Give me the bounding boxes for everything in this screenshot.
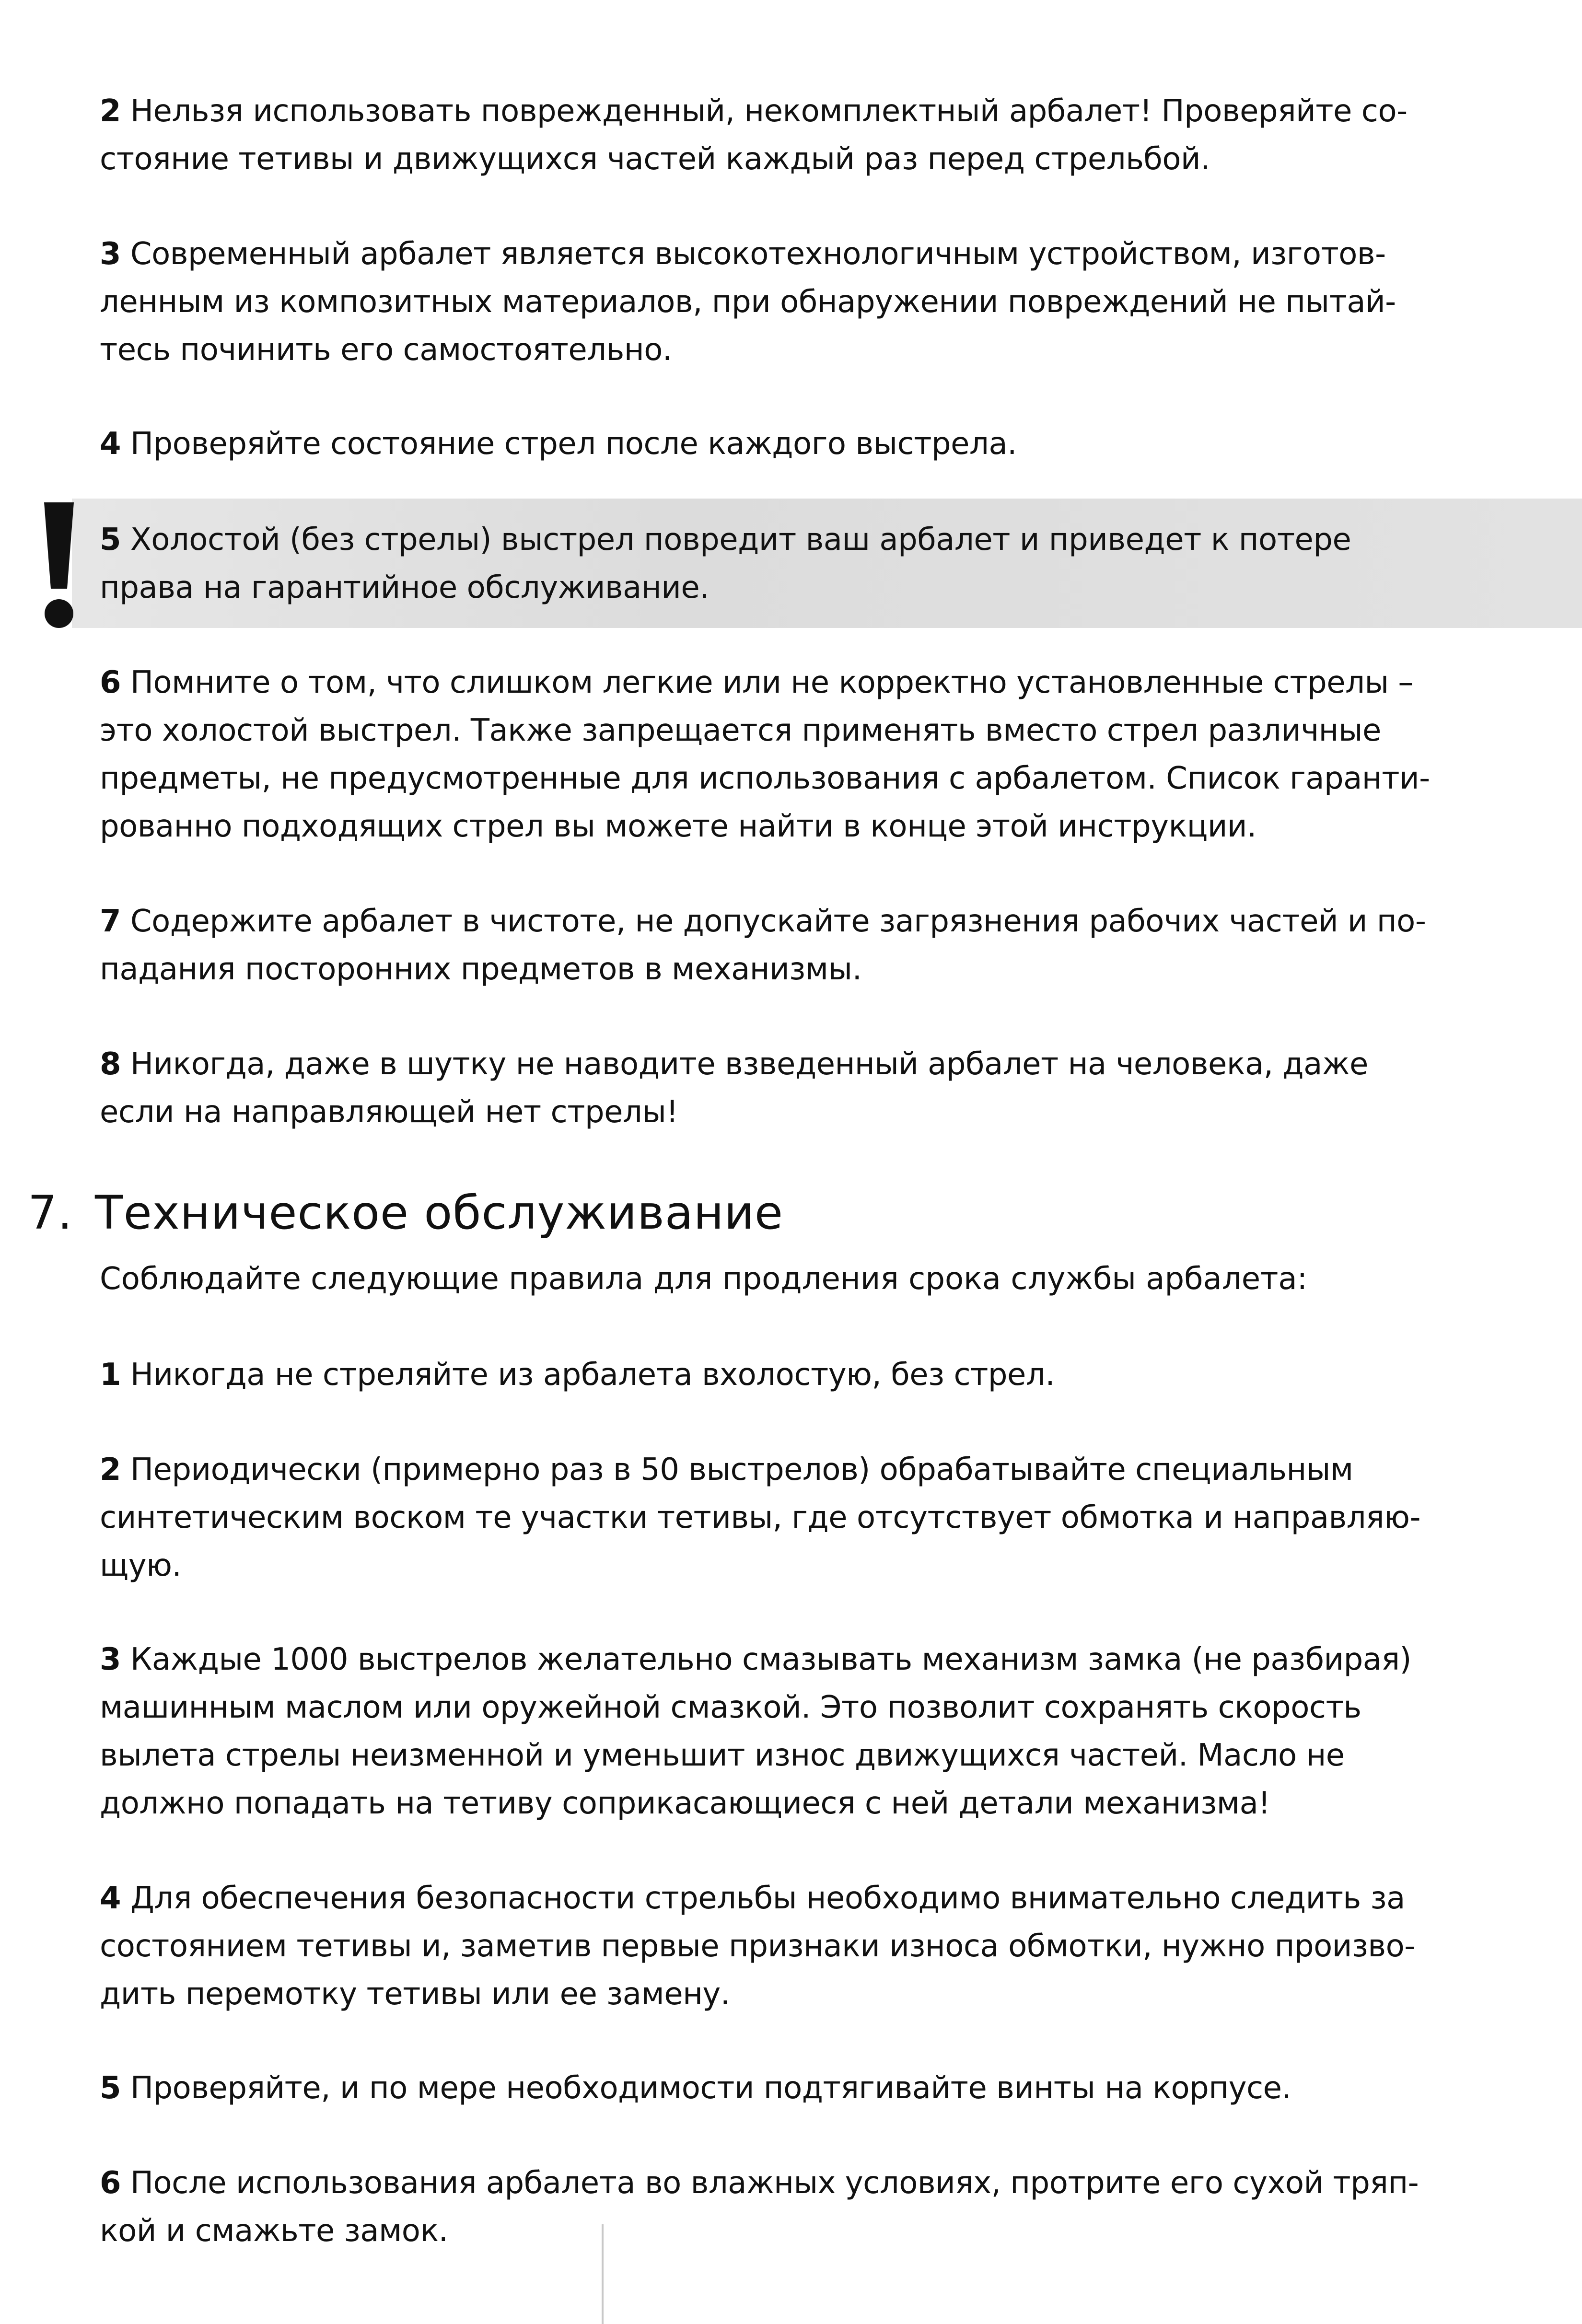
item-number: 8 <box>100 1046 121 1082</box>
item-text: Содержите арбалет в чистоте, не допускайте загрязнения рабочих частей и по- падания посторонних предметов в механизмы. <box>100 904 1426 987</box>
item-number: 5 <box>100 2070 121 2106</box>
safety-item <box>100 1040 1528 1136</box>
paper-fold-line <box>602 2224 604 2324</box>
safety-item <box>100 230 1528 374</box>
item-number: 6 <box>100 665 121 700</box>
item-number: 4 <box>100 426 121 462</box>
item-number: 5 <box>100 522 121 558</box>
item-text: Каждые 1000 выстрелов желательно смазывать механизм замка (не разбирая) машинным маслом или оружейной смазкой. Это позволит сохранять скорость вылета стрелы неизменной и уменьшит износ движущихся частей. Масло не должно попадать на тетиву соприкасающиеся с ней детали механизма! <box>100 1642 1411 1821</box>
exclamation-icon <box>37 500 81 629</box>
maintenance-item <box>100 2064 1528 2112</box>
maintenance-item <box>100 1874 1528 2018</box>
item-text: Никогда не стреляйте из арбалета вхолостую, без стрел. <box>130 1357 1055 1393</box>
maintenance-item <box>100 1636 1528 1827</box>
safety-item <box>100 87 1528 183</box>
section-heading <box>28 1184 783 1242</box>
section-number: 7. <box>28 1186 73 1240</box>
maintenance-item <box>100 1351 1528 1399</box>
section-title-text: Техническое обслуживание <box>95 1186 783 1240</box>
item-text: Проверяйте состояние стрел после каждого выстрела. <box>130 426 1017 462</box>
item-number: 6 <box>100 2165 121 2201</box>
item-text: Нельзя использовать поврежденный, некомплектный арбалет! Проверяйте со- стояние тетивы и движущихся частей каждый раз перед стрельбой. <box>100 93 1408 177</box>
item-text: Холостой (без стрелы) выстрел повредит ваш арбалет и приведет к потере права на гарантийное обслуживание. <box>100 522 1351 605</box>
maintenance-item <box>100 2159 1528 2255</box>
safety-item <box>100 659 1528 850</box>
item-text: Современный арбалет является высокотехнологичным устройством, изготов- ленным из композитных материалов, при обнаружении повреждений не пытай- тесь починить его самостоятельно. <box>100 236 1396 368</box>
safety-item <box>100 420 1528 468</box>
item-text: Помните о том, что слишком легкие или не корректно установленные стрелы – это холостой выстрел. Также запрещается применять вместо стрел различные предметы, не предусмотренные для использования с арбалетом. Список гаранти- рованно подходящих стрел вы можете найти в конце этой инструкции. <box>100 665 1430 844</box>
maintenance-item <box>100 1446 1528 1590</box>
item-text: Периодически (примерно раз в 50 выстрелов) обрабатывайте специальным синтетическим воском те участки тетивы, где отсутствует обмотка и направляю- щую. <box>100 1452 1421 1583</box>
item-number: 7 <box>100 904 121 939</box>
item-text: Для обеспечения безопасности стрельбы необходимо внимательно следить за состоянием тетивы и, заметив первые признаки износа обмотки, нужно произво- дить перемотку тетивы или ее замену. <box>100 1881 1415 2012</box>
item-number: 1 <box>100 1357 121 1393</box>
section-intro: Соблюдайте следующие правила для продления срока службы арбалета: <box>100 1261 1308 1297</box>
item-text: После использования арбалета во влажных условиях, протрите его сухой тряп- кой и смажьте замок. <box>100 2165 1419 2249</box>
item-text: Никогда, даже в шутку не наводите взведенный арбалет на человека, даже если на направляющей нет стрелы! <box>100 1046 1368 1130</box>
item-number: 4 <box>100 1881 121 1916</box>
item-number: 2 <box>100 93 121 129</box>
item-text: Проверяйте, и по мере необходимости подтягивайте винты на корпусе. <box>130 2070 1291 2106</box>
item-number: 3 <box>100 1642 121 1677</box>
safety-item <box>100 897 1528 993</box>
safety-item-warning <box>100 516 1528 612</box>
item-number: 2 <box>100 1452 121 1487</box>
item-number: 3 <box>100 236 121 272</box>
